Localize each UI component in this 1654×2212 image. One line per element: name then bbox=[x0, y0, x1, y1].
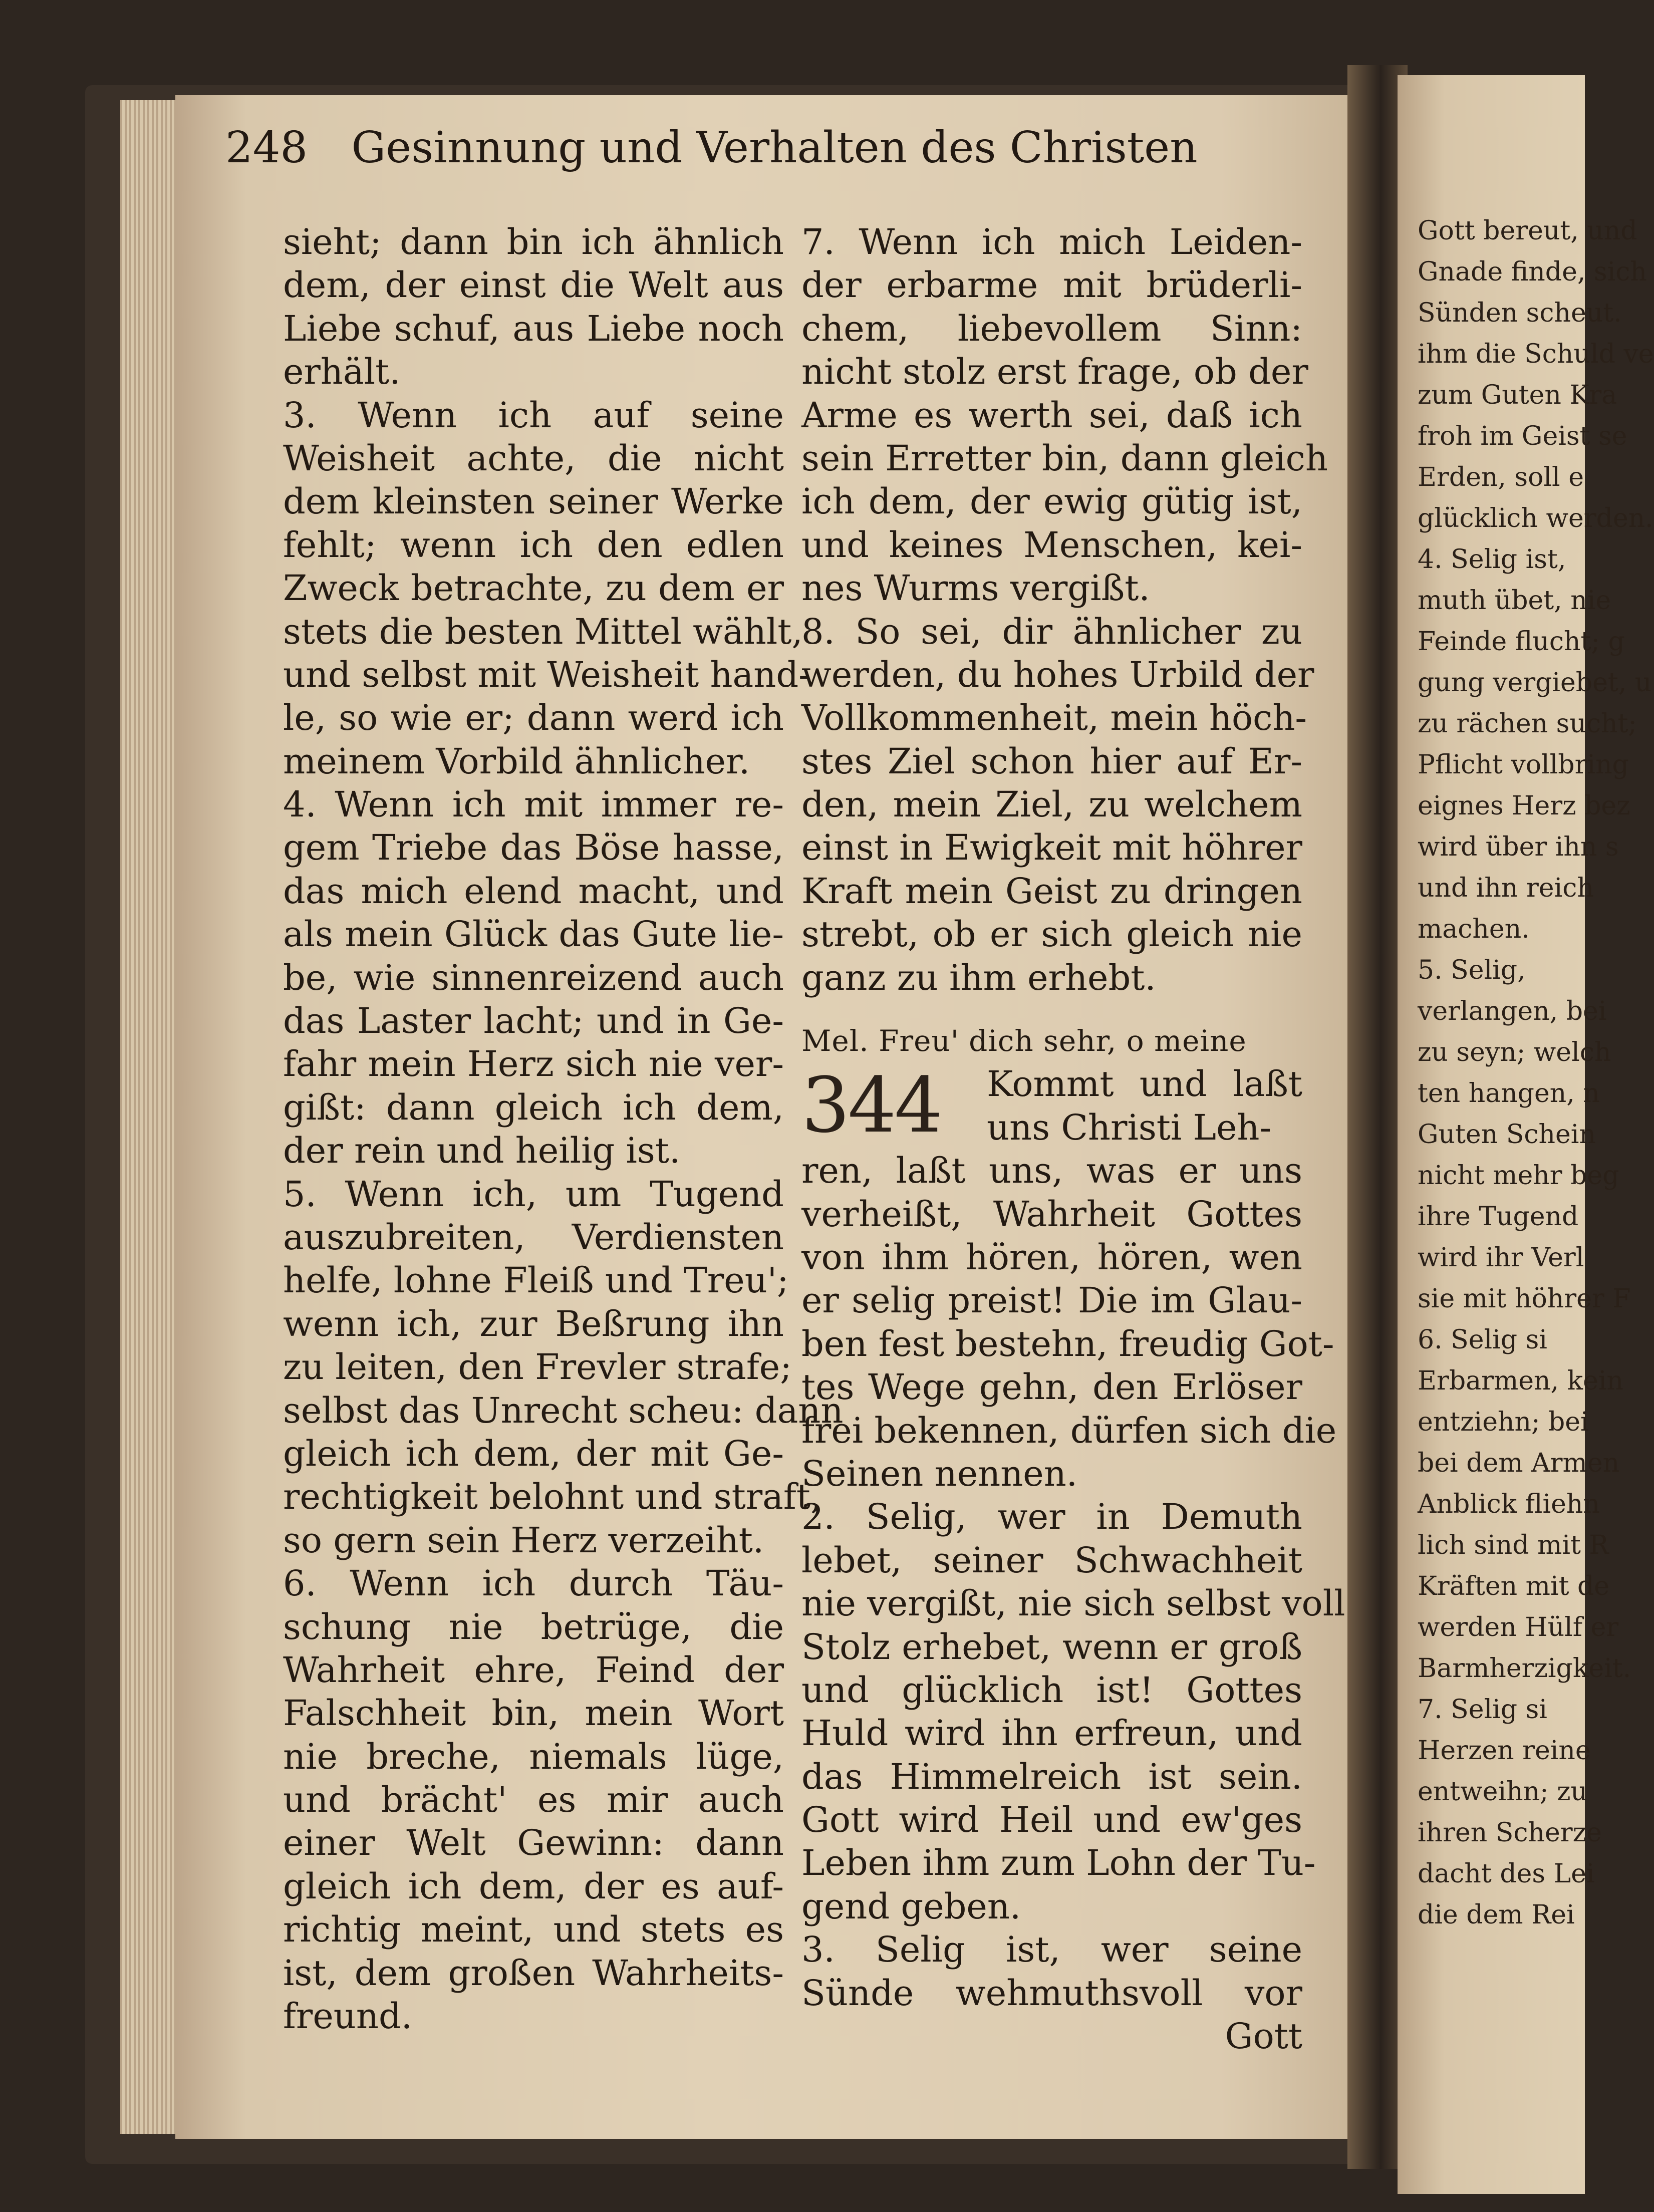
text-line: zu leiten, den Frevler strafe; bbox=[283, 1346, 792, 1388]
text-line: gißt: dann gleich ich dem, bbox=[283, 1086, 784, 1128]
text-line: Seinen nennen. bbox=[801, 1453, 1078, 1494]
text-line: Wahrheit ehre, Feind der bbox=[283, 1649, 784, 1691]
text-line: le, so wie er; dann werd ich bbox=[283, 697, 784, 739]
fragment-line: ihren Scherze bbox=[1418, 1818, 1602, 1848]
fragment-line: bei dem Armen bbox=[1418, 1448, 1620, 1478]
text-line: Vollkommenheit, mein höch- bbox=[801, 697, 1307, 739]
text-line: freund. bbox=[283, 1996, 413, 2037]
text-line: lebet, seiner Schwachheit bbox=[801, 1539, 1302, 1581]
text-line: nie vergißt, nie sich selbst voll bbox=[801, 1583, 1345, 1624]
fragment-line: Anblick fliehn bbox=[1418, 1489, 1600, 1519]
text-line: der erbarme mit brüderli- bbox=[801, 264, 1302, 306]
text-line: werden, du hohes Urbild der bbox=[801, 654, 1314, 695]
text-line: erhält. bbox=[283, 351, 401, 393]
text-line: das Laster lacht; und in Ge- bbox=[283, 1000, 784, 1042]
catchword: Gott bbox=[1225, 2016, 1302, 2057]
text-line: ich dem, der ewig gütig ist, bbox=[801, 481, 1302, 522]
text-line: verheißt, Wahrheit Gottes bbox=[801, 1193, 1302, 1235]
text-line: 3. Selig ist, wer seine bbox=[801, 1929, 1302, 1971]
text-line: Huld wird ihn erfreun, und bbox=[801, 1713, 1302, 1754]
text-line: fehlt; wenn ich den edlen bbox=[283, 524, 784, 566]
fragment-line: sie mit höhrer F bbox=[1418, 1284, 1631, 1314]
fragment-line: 7. Selig si bbox=[1418, 1695, 1547, 1725]
text-line: 7. Wenn ich mich Leiden- bbox=[801, 221, 1302, 262]
text-line: Gott wird Heil und ew'ges bbox=[801, 1799, 1302, 1841]
text-line: und glücklich ist! Gottes bbox=[801, 1669, 1302, 1711]
text-line: Zweck betrachte, zu dem er bbox=[283, 568, 784, 609]
page-number: 248 bbox=[225, 123, 308, 173]
text-line: gleich ich dem, der es auf- bbox=[283, 1865, 784, 1907]
text-line: gleich ich dem, der mit Ge- bbox=[283, 1433, 784, 1474]
fragment-line: wird über ihn s bbox=[1418, 832, 1619, 862]
next-page-text bbox=[1398, 210, 1654, 1935]
text-line: einst in Ewigkeit mit höhrer bbox=[801, 827, 1302, 869]
text-line: sein Erretter bin, dann gleich bbox=[801, 437, 1328, 479]
text-line: gend geben. bbox=[801, 1885, 1021, 1927]
fragment-line: Pflicht vollbring bbox=[1418, 750, 1629, 780]
fragment-line: muth übet, nie bbox=[1418, 586, 1611, 616]
fragment-line: ihre Tugend bbox=[1418, 1202, 1579, 1232]
fragment-line: gung vergiebet, u bbox=[1418, 668, 1652, 698]
text-line: 3. Wenn ich auf seine bbox=[283, 394, 784, 436]
fragment-line: 5. Selig, bbox=[1418, 955, 1526, 985]
text-line: und keines Menschen, kei- bbox=[801, 524, 1302, 566]
text-line: stes Ziel schon hier auf Er- bbox=[801, 740, 1302, 782]
fragment-line: Feinde flucht; g bbox=[1418, 627, 1625, 657]
fragment-line: froh im Geist se bbox=[1418, 421, 1627, 451]
fragment-line: nicht mehr beg bbox=[1418, 1161, 1619, 1191]
text-line: 8. So sei, dir ähnlicher zu bbox=[801, 611, 1302, 652]
text-line: Liebe schuf, aus Liebe noch bbox=[283, 308, 784, 349]
fragment-line: Gnade finde, sich bbox=[1418, 257, 1647, 287]
running-title: Gesinnung und Verhalten des Christen bbox=[351, 123, 1198, 173]
fragment-line: die dem Rei bbox=[1418, 1900, 1575, 1930]
left-text-column bbox=[283, 220, 844, 2038]
text-line: selbst das Unrecht scheu: dann bbox=[283, 1390, 844, 1431]
text-line: fahr mein Herz sich nie ver- bbox=[283, 1043, 784, 1085]
text-line: richtig meint, und stets es bbox=[283, 1909, 784, 1951]
text-line: so gern sein Herz verzeiht. bbox=[283, 1519, 764, 1561]
fragment-line: wird ihr Verl bbox=[1418, 1243, 1584, 1273]
fragment-line: Kräften mit de bbox=[1418, 1571, 1610, 1601]
text-line: Arme es werth sei, daß ich bbox=[801, 394, 1302, 436]
text-line: einer Welt Gewinn: dann bbox=[283, 1822, 784, 1864]
text-line: Stolz erhebet, wenn er groß bbox=[801, 1626, 1302, 1668]
melody-line: Mel. Freu' dich sehr, o meine bbox=[801, 1024, 1247, 1058]
fragment-line: zum Guten Kra bbox=[1418, 380, 1617, 410]
fragment-line: entziehn; bei bbox=[1418, 1407, 1589, 1437]
fragment-line: 4. Selig ist, bbox=[1418, 544, 1566, 575]
fragment-line: verlangen, bei bbox=[1418, 996, 1607, 1026]
text-line: helfe, lohne Fleiß und Treu'; bbox=[283, 1260, 789, 1301]
text-line: als mein Glück das Gute lie- bbox=[283, 914, 784, 955]
text-line: 4. Wenn ich mit immer re- bbox=[283, 784, 784, 825]
fragment-line: lich sind mit R bbox=[1418, 1530, 1609, 1560]
text-line: Leben ihm zum Lohn der Tu- bbox=[801, 1842, 1316, 1884]
right-text-column bbox=[801, 220, 1345, 2058]
fragment-line: dacht des Lei bbox=[1418, 1859, 1595, 1889]
fragment-line: machen. bbox=[1418, 914, 1530, 944]
text-line: stets die besten Mittel wählt, bbox=[283, 611, 803, 652]
fragment-line: Barmherzigkeit. bbox=[1418, 1653, 1631, 1684]
text-line: meinem Vorbild ähnlicher. bbox=[283, 740, 750, 782]
text-line: Kommt und laßt bbox=[987, 1063, 1302, 1105]
fragment-line: Sünden scheut. bbox=[1418, 298, 1622, 328]
text-line: den, mein Ziel, zu welchem bbox=[801, 784, 1302, 825]
fragment-line: zu rächen sucht; bbox=[1418, 709, 1637, 739]
text-line: Sünde wehmuthsvoll vor bbox=[801, 1972, 1302, 2014]
text-line: schung nie betrüge, die bbox=[283, 1606, 784, 1647]
text-line: Weisheit achte, die nicht bbox=[283, 437, 784, 479]
fragment-line: Erbarmen, kein bbox=[1418, 1366, 1623, 1396]
hymn-number: 344 bbox=[801, 1061, 941, 1150]
text-line: uns Christi Leh- bbox=[987, 1107, 1272, 1148]
text-line: der rein und heilig ist. bbox=[283, 1130, 681, 1172]
fragment-line: ten hangen, n bbox=[1418, 1078, 1600, 1109]
text-line: Kraft mein Geist zu dringen bbox=[801, 870, 1302, 912]
text-line: be, wie sinnenreizend auch bbox=[283, 957, 784, 998]
page-header bbox=[225, 123, 1227, 188]
fragment-line: Gott bereut, und bbox=[1418, 216, 1637, 246]
right-page-fragment bbox=[1398, 75, 1654, 2194]
fragment-line: entweihn; zu bbox=[1418, 1777, 1587, 1807]
fragment-line: zu seyn; welch bbox=[1418, 1037, 1611, 1067]
text-line: dem kleinsten seiner Werke bbox=[283, 481, 784, 522]
text-line: frei bekennen, dürfen sich die bbox=[801, 1410, 1337, 1451]
fragment-line: Guten Schein bbox=[1418, 1120, 1596, 1150]
text-line: ben fest bestehn, freudig Got- bbox=[801, 1323, 1334, 1364]
fragment-line: werden Hülf er bbox=[1418, 1612, 1619, 1642]
fragment-line: und ihn reich bbox=[1418, 873, 1594, 903]
text-line: chem, liebevollem Sinn: bbox=[801, 308, 1302, 349]
hymn-verse-3 bbox=[801, 1928, 1302, 2015]
text-line: und brächt' es mir auch bbox=[283, 1779, 784, 1821]
text-line: 2. Selig, wer in Demuth bbox=[801, 1496, 1302, 1538]
text-line: dem, der einst die Welt aus bbox=[283, 264, 784, 306]
hymn-start bbox=[801, 1062, 1302, 1149]
page-edges bbox=[120, 100, 178, 2134]
text-line: nie breche, niemals lüge, bbox=[283, 1736, 784, 1777]
text-line: ganz zu ihm erhebt. bbox=[801, 957, 1156, 998]
text-line: er selig preist! Die im Glau- bbox=[801, 1280, 1302, 1321]
text-line: das Himmelreich ist sein. bbox=[801, 1756, 1302, 1797]
text-line: ist, dem großen Wahrheits- bbox=[283, 1952, 784, 1994]
text-line: wenn ich, zur Beßrung ihn bbox=[283, 1303, 784, 1344]
text-line: nes Wurms vergißt. bbox=[801, 568, 1150, 609]
text-line: 6. Wenn ich durch Täu- bbox=[283, 1563, 784, 1604]
text-line: und selbst mit Weisheit hand- bbox=[283, 654, 810, 695]
fragment-line: ihm die Schuld ve bbox=[1418, 339, 1654, 369]
text-line: von ihm hören, hören, wen bbox=[801, 1236, 1302, 1278]
text-line: ren, laßt uns, was er uns bbox=[801, 1150, 1302, 1192]
text-line: gem Triebe das Böse hasse, bbox=[283, 827, 784, 869]
verse-8 bbox=[801, 610, 1314, 1000]
fragment-line: Herzen reine bbox=[1418, 1736, 1591, 1766]
text-line: nicht stolz erst frage, ob der bbox=[801, 351, 1308, 393]
hymn-verse-1 bbox=[801, 1149, 1337, 1495]
text-line: sieht; dann bin ich ähnlich bbox=[283, 221, 784, 262]
fragment-line: glücklich werden. bbox=[1418, 503, 1653, 533]
verse-7 bbox=[801, 220, 1328, 610]
text-line: tes Wege gehn, den Erlöser bbox=[801, 1366, 1302, 1408]
text-line: strebt, ob er sich gleich nie bbox=[801, 914, 1302, 955]
text-line: Falschheit bin, mein Wort bbox=[283, 1693, 784, 1734]
fragment-line: eignes Herz bez bbox=[1418, 791, 1630, 821]
text-line: 5. Wenn ich, um Tugend bbox=[283, 1173, 784, 1215]
text-line: rechtigkeit belohnt und straft, bbox=[283, 1476, 822, 1518]
text-line: das mich elend macht, und bbox=[283, 870, 784, 912]
fragment-line: 6. Selig si bbox=[1418, 1325, 1547, 1355]
spacer bbox=[801, 999, 1302, 1019]
hymn-verse-2 bbox=[801, 1495, 1345, 1928]
text-line: auszubreiten, Verdiensten bbox=[283, 1216, 784, 1258]
fragment-line: Erden, soll e bbox=[1418, 462, 1584, 492]
